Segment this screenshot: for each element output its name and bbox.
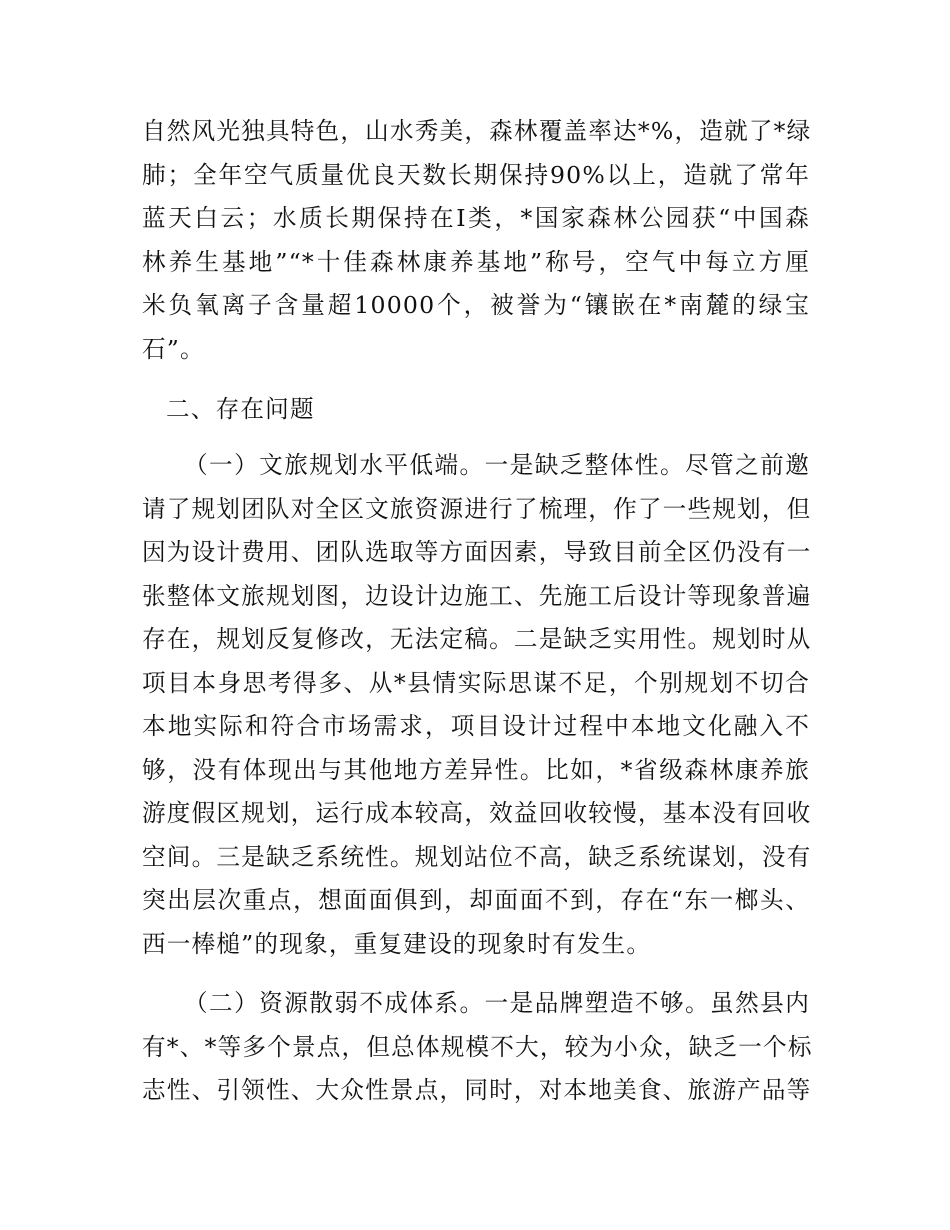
paragraph-line: 项目本身思考得多、从*县情实际思谋不足，个别规划不切合: [142, 668, 810, 697]
section-heading-block: [142, 388, 810, 432]
paragraph-line: 肺；全年空气质量优良天数长期保持90%以上，造就了常年: [142, 160, 810, 189]
paragraph-planning-issues: [142, 444, 810, 966]
paragraph-line: 空间。三是缺乏系统性。规划站位不高，缺乏系统谋划，没有: [142, 842, 812, 871]
paragraph-line: 蓝天白云；水质长期保持在Ⅰ类，*国家森林公园获“中国森: [142, 204, 810, 232]
paragraph-line: 林养生基地”“*十佳森林康养基地”称号，空气中每立方厘: [142, 247, 810, 276]
paragraph-line: 游度假区规划，运行成本较高，效益回收较慢，基本没有回收: [142, 799, 812, 827]
paragraph-line: 存在，规划反复修改，无法定稿。二是缺乏实用性。规划时从: [142, 625, 812, 653]
paragraph-line: 本地实际和符合市场需求，项目设计过程中本地文化融入不: [142, 712, 810, 740]
paragraph-natural-scenery: [142, 110, 810, 371]
paragraph-line: 张整体文旅规划图，边设计边施工、先施工后设计等现象普遍: [142, 581, 812, 610]
paragraph-line: （一）文旅规划水平低端。一是缺乏整体性。尽管之前邀: [184, 451, 810, 479]
paragraph-line: （二）资源散弱不成体系。一是品牌塑造不够。虽然县内: [184, 989, 810, 1017]
paragraph-line: 西一棒槌”的现象，重复建设的现象时有发生。: [142, 929, 652, 958]
paragraph-line: 自然风光独具特色，山水秀美，森林覆盖率达*%，造就了*绿: [142, 117, 812, 145]
paragraph-line: 够，没有体现出与其他地方差异性。比如，*省级森林康养旅: [142, 755, 810, 784]
paragraph-line: 因为设计费用、团队选取等方面因素，导致目前全区仍没有一: [142, 538, 812, 566]
paragraph-line: 石”。: [142, 334, 205, 363]
paragraph-line: 请了规划团队对全区文旅资源进行了梳理，作了一些规划，但: [142, 494, 812, 523]
section-heading: 二、存在问题: [166, 395, 315, 423]
paragraph-line: 米负氧离子含量超10000个，被誉为“镶嵌在*南麓的绿宝: [142, 291, 810, 319]
paragraph-line: 志性、引领性、大众性景点，同时，对本地美食、旅游产品等: [142, 1076, 812, 1104]
paragraph-resource-issues: [142, 982, 813, 1113]
paragraph-line: 有*、*等多个景点，但总体规模不大，较为小众，缺乏一个标: [142, 1032, 813, 1061]
paragraph-line: 突出层次重点，想面面俱到，却面面不到，存在“东一榔头、: [142, 886, 810, 914]
